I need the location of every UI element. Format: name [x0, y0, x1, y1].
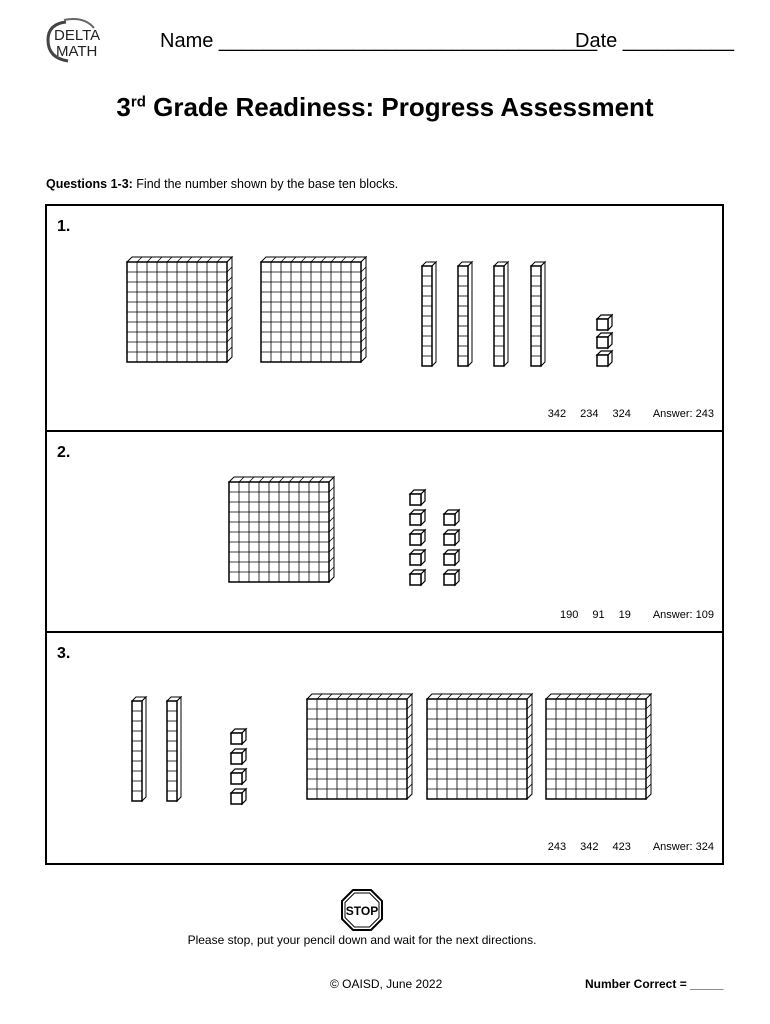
choice: 190 — [559, 609, 579, 621]
ones-cube — [597, 333, 612, 348]
ones-cube — [410, 570, 425, 585]
choice: 234 — [580, 408, 599, 420]
logo-text-bottom: MATH — [56, 43, 98, 60]
title-grade-suffix: rd — [130, 93, 146, 111]
number-correct-field: Number Correct = _____ — [585, 977, 724, 991]
ones-cube — [444, 570, 459, 585]
question-number: 2. — [57, 444, 71, 461]
ones-cube — [231, 789, 246, 804]
answer-choices — [546, 609, 714, 621]
answer-text: Answer: 324 — [652, 841, 714, 853]
hundreds-flat — [229, 477, 334, 582]
tens-rod — [167, 697, 181, 801]
delta-math-logo — [44, 18, 106, 64]
instructions — [46, 177, 398, 191]
ones-cube — [410, 550, 425, 565]
tens-rod — [531, 262, 545, 366]
question-2-panel — [45, 430, 724, 633]
hundreds-flat — [261, 257, 366, 362]
tens-rod — [458, 262, 472, 366]
question-number: 1. — [57, 218, 71, 235]
hundreds-flat — [427, 694, 532, 799]
question-3-panel — [45, 631, 724, 865]
ones-cube — [597, 315, 612, 330]
hundreds-flat — [307, 694, 412, 799]
tens-rod — [494, 262, 508, 366]
tens-rod — [422, 262, 436, 366]
ones-cube — [410, 510, 425, 525]
ones-cube — [410, 530, 425, 545]
logo-text-top: DELTA — [54, 27, 101, 44]
choice: 91 — [592, 609, 605, 621]
answer-choices — [534, 841, 714, 853]
stop-instruction: Please stop, put your pencil down and wait for the next directions. — [187, 933, 537, 947]
choice: 342 — [580, 841, 599, 853]
answer-text: Answer: 109 — [652, 609, 714, 621]
base-ten-blocks-q2 — [47, 432, 722, 631]
ones-cube — [444, 510, 459, 525]
stop-sign-icon — [340, 888, 384, 932]
choice: 342 — [547, 408, 567, 420]
page-title — [0, 92, 770, 123]
ones-cube — [231, 749, 246, 764]
tens-rod — [132, 697, 146, 801]
base-ten-blocks-q3 — [47, 633, 722, 863]
ones-cube — [597, 351, 612, 366]
ones-cube — [444, 530, 459, 545]
answer-text: Answer: 243 — [652, 408, 714, 420]
instructions-text: Find the number shown by the base ten blocks. — [132, 177, 399, 191]
title-rest: Grade Readiness: Progress Assessment — [145, 92, 654, 122]
copyright: © OAISD, June 2022 — [330, 977, 443, 991]
name-field-label: Name __________________________________ — [160, 30, 598, 52]
date-field-label: Date __________ — [575, 30, 735, 52]
stop-sign-text: STOP — [345, 904, 379, 918]
hundreds-flat — [546, 694, 651, 799]
ones-cube — [231, 729, 246, 744]
question-1-panel — [45, 204, 724, 432]
choice: 243 — [547, 841, 567, 853]
hundreds-flat — [127, 257, 232, 362]
choice: 324 — [612, 408, 631, 420]
instructions-label: Questions 1-3: — [46, 177, 133, 191]
question-number: 3. — [57, 645, 71, 662]
ones-cube — [231, 769, 246, 784]
title-grade-number: 3 — [116, 92, 131, 122]
choice: 19 — [618, 609, 631, 621]
answer-choices — [534, 408, 714, 420]
choice: 423 — [612, 841, 631, 853]
ones-cube — [410, 490, 425, 505]
ones-cube — [444, 550, 459, 565]
base-ten-blocks-q1 — [47, 206, 722, 430]
